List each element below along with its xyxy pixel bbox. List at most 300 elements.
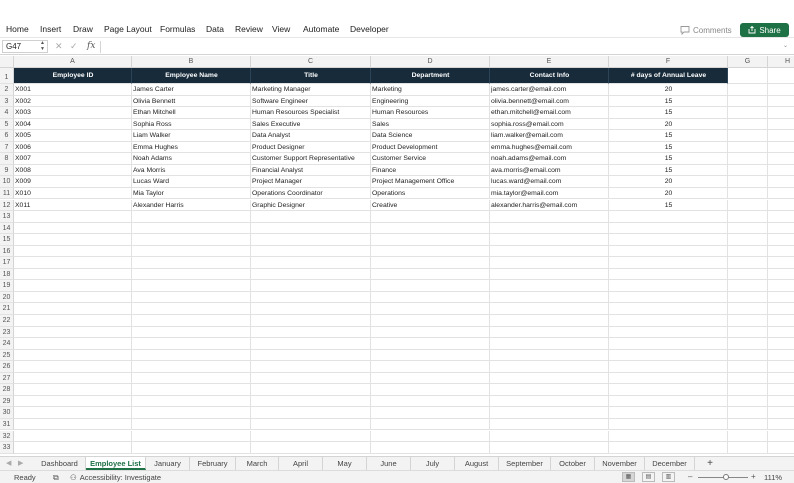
cell[interactable] — [132, 257, 251, 269]
sheet-tab-december[interactable]: December — [645, 457, 695, 470]
cell[interactable] — [251, 350, 371, 362]
cell[interactable] — [768, 107, 794, 119]
cell[interactable] — [14, 223, 132, 235]
cell[interactable] — [728, 350, 768, 362]
cell[interactable]: Lucas Ward — [132, 176, 251, 188]
cell[interactable] — [371, 338, 490, 350]
cell[interactable]: sophia.ross@email.com — [490, 119, 609, 131]
cell[interactable] — [371, 361, 490, 373]
cell[interactable] — [490, 442, 609, 454]
cell[interactable]: Software Engineer — [251, 96, 371, 108]
cell[interactable] — [768, 338, 794, 350]
cell[interactable] — [609, 419, 728, 431]
cell[interactable] — [14, 292, 132, 304]
cell[interactable] — [768, 419, 794, 431]
row-header[interactable]: 25 — [0, 350, 14, 362]
cell[interactable]: X001 — [14, 84, 132, 96]
cell[interactable] — [728, 361, 768, 373]
cell[interactable]: Ethan Mitchell — [132, 107, 251, 119]
cell[interactable] — [132, 246, 251, 258]
cell[interactable] — [768, 361, 794, 373]
cell[interactable] — [490, 211, 609, 223]
cell[interactable] — [371, 419, 490, 431]
cell[interactable] — [132, 269, 251, 281]
cancel-icon[interactable]: ✕ — [55, 41, 63, 51]
cell[interactable] — [490, 223, 609, 235]
cell[interactable] — [768, 350, 794, 362]
cell[interactable] — [609, 223, 728, 235]
row-header[interactable]: 1 — [0, 68, 14, 84]
cell[interactable] — [490, 396, 609, 408]
row-header[interactable]: 18 — [0, 269, 14, 281]
cell[interactable] — [14, 431, 132, 443]
cell[interactable] — [132, 407, 251, 419]
sheet-tab-november[interactable]: November — [595, 457, 645, 470]
row-header[interactable]: 9 — [0, 165, 14, 177]
cell[interactable] — [132, 280, 251, 292]
cell[interactable] — [728, 315, 768, 327]
cell[interactable] — [768, 431, 794, 443]
cell[interactable] — [728, 223, 768, 235]
cell[interactable] — [251, 234, 371, 246]
cell[interactable] — [768, 303, 794, 315]
row-header[interactable]: 5 — [0, 119, 14, 131]
column-title[interactable]: Title — [251, 68, 371, 84]
menu-formulas[interactable]: Formulas — [160, 24, 196, 34]
cell[interactable] — [728, 269, 768, 281]
cell[interactable] — [490, 350, 609, 362]
sheet-tab-october[interactable]: October — [551, 457, 595, 470]
cell[interactable] — [14, 350, 132, 362]
cell[interactable]: Product Designer — [251, 142, 371, 154]
cell[interactable] — [728, 431, 768, 443]
row-header[interactable]: 17 — [0, 257, 14, 269]
cell[interactable] — [728, 153, 768, 165]
cell[interactable]: Sophia Ross — [132, 119, 251, 131]
cell[interactable] — [14, 396, 132, 408]
name-box[interactable]: G47 — [2, 40, 48, 53]
cell[interactable] — [14, 361, 132, 373]
next-sheet-icon[interactable]: ▶ — [18, 460, 24, 467]
column-header-g[interactable]: G — [728, 56, 768, 68]
menu-page-layout[interactable]: Page Layout — [104, 24, 152, 34]
cell[interactable] — [609, 384, 728, 396]
cell[interactable] — [609, 338, 728, 350]
cell[interactable]: X005 — [14, 130, 132, 142]
prev-sheet-icon[interactable]: ◀ — [6, 460, 12, 467]
cell[interactable]: Graphic Designer — [251, 200, 371, 212]
cell[interactable] — [728, 68, 768, 84]
cell[interactable] — [251, 315, 371, 327]
cell[interactable] — [728, 338, 768, 350]
zoom-in-button[interactable]: + — [751, 472, 756, 481]
cell[interactable] — [132, 396, 251, 408]
cell[interactable] — [132, 384, 251, 396]
cell[interactable]: X002 — [14, 96, 132, 108]
cell[interactable] — [609, 315, 728, 327]
cell[interactable]: Data Analyst — [251, 130, 371, 142]
cell[interactable] — [490, 338, 609, 350]
zoom-out-button[interactable]: – — [688, 472, 693, 481]
cell[interactable] — [251, 384, 371, 396]
cell[interactable] — [728, 419, 768, 431]
cell[interactable] — [609, 292, 728, 304]
cell[interactable] — [490, 373, 609, 385]
cell[interactable] — [14, 257, 132, 269]
cell[interactable]: Noah Adams — [132, 153, 251, 165]
cell[interactable] — [251, 442, 371, 454]
formula-input[interactable] — [104, 40, 774, 53]
accessibility-status[interactable] — [70, 473, 161, 482]
cell[interactable]: Project Manager — [251, 176, 371, 188]
cell[interactable] — [251, 327, 371, 339]
cell[interactable] — [132, 431, 251, 443]
row-header[interactable]: 7 — [0, 142, 14, 154]
cell[interactable] — [728, 327, 768, 339]
cell[interactable] — [371, 257, 490, 269]
cell[interactable] — [490, 431, 609, 443]
cell[interactable]: Data Science — [371, 130, 490, 142]
cell[interactable]: noah.adams@email.com — [490, 153, 609, 165]
cell[interactable] — [728, 188, 768, 200]
column-header-f[interactable]: F — [609, 56, 728, 68]
cell[interactable] — [132, 419, 251, 431]
cell[interactable] — [768, 407, 794, 419]
row-header[interactable]: 11 — [0, 188, 14, 200]
row-header[interactable]: 24 — [0, 338, 14, 350]
cell[interactable]: Human Resources — [371, 107, 490, 119]
cell[interactable] — [371, 269, 490, 281]
row-header[interactable]: 2 — [0, 84, 14, 96]
sheet-tab-march[interactable]: March — [236, 457, 279, 470]
cell-area[interactable] — [14, 68, 794, 456]
row-header[interactable]: 6 — [0, 130, 14, 142]
cell[interactable] — [14, 442, 132, 454]
row-header[interactable]: 21 — [0, 303, 14, 315]
sheet-tab-april[interactable]: April — [279, 457, 323, 470]
cell[interactable] — [371, 431, 490, 443]
cell[interactable] — [768, 315, 794, 327]
cell[interactable] — [371, 384, 490, 396]
cell[interactable] — [490, 269, 609, 281]
cell[interactable]: Ava Morris — [132, 165, 251, 177]
page-break-view-button[interactable]: ▥ — [662, 472, 675, 482]
menu-developer[interactable]: Developer — [350, 24, 389, 34]
cell[interactable] — [132, 303, 251, 315]
cell[interactable] — [768, 84, 794, 96]
cell[interactable] — [14, 211, 132, 223]
cell[interactable] — [609, 234, 728, 246]
confirm-icon[interactable]: ✓ — [70, 41, 78, 51]
row-header[interactable]: 16 — [0, 246, 14, 258]
cell[interactable] — [768, 442, 794, 454]
row-header[interactable]: 15 — [0, 234, 14, 246]
cell[interactable]: X004 — [14, 119, 132, 131]
cell[interactable] — [609, 442, 728, 454]
cell[interactable]: james.carter@email.com — [490, 84, 609, 96]
cell[interactable]: Financial Analyst — [251, 165, 371, 177]
cell[interactable] — [609, 396, 728, 408]
cell[interactable] — [728, 292, 768, 304]
cell[interactable]: mia.taylor@email.com — [490, 188, 609, 200]
cell[interactable]: Creative — [371, 200, 490, 212]
cell[interactable]: 15 — [609, 200, 728, 212]
cell[interactable] — [768, 96, 794, 108]
cell[interactable]: olivia.bennett@email.com — [490, 96, 609, 108]
cell[interactable] — [490, 361, 609, 373]
cell[interactable]: Emma Hughes — [132, 142, 251, 154]
cell[interactable]: Olivia Bennett — [132, 96, 251, 108]
cell[interactable]: Operations — [371, 188, 490, 200]
cell[interactable] — [132, 234, 251, 246]
cell[interactable]: Sales Executive — [251, 119, 371, 131]
cell[interactable] — [728, 165, 768, 177]
cell[interactable] — [768, 119, 794, 131]
cell[interactable] — [728, 280, 768, 292]
cell[interactable] — [768, 130, 794, 142]
normal-view-button[interactable]: ▦ — [622, 472, 635, 482]
cell[interactable] — [728, 84, 768, 96]
expand-formula-icon[interactable]: ⌄ — [783, 43, 789, 49]
cell[interactable] — [768, 373, 794, 385]
cell[interactable] — [609, 280, 728, 292]
cell[interactable] — [609, 303, 728, 315]
cell[interactable] — [609, 431, 728, 443]
cell[interactable]: Finance — [371, 165, 490, 177]
cell[interactable] — [251, 373, 371, 385]
cell[interactable]: Product Development — [371, 142, 490, 154]
cell[interactable] — [609, 361, 728, 373]
cell[interactable]: 20 — [609, 84, 728, 96]
cell[interactable]: Liam Walker — [132, 130, 251, 142]
cell[interactable] — [132, 327, 251, 339]
cell[interactable] — [371, 327, 490, 339]
menu-automate[interactable]: Automate — [303, 24, 340, 34]
cell[interactable]: 15 — [609, 165, 728, 177]
row-header[interactable]: 31 — [0, 419, 14, 431]
cell[interactable] — [609, 407, 728, 419]
cell[interactable] — [490, 246, 609, 258]
cell[interactable] — [609, 269, 728, 281]
cell[interactable] — [14, 407, 132, 419]
cell[interactable] — [728, 442, 768, 454]
cell[interactable]: Mia Taylor — [132, 188, 251, 200]
cell[interactable] — [132, 292, 251, 304]
sheet-tab-august[interactable]: August — [455, 457, 499, 470]
row-header[interactable]: 30 — [0, 407, 14, 419]
cell[interactable] — [490, 303, 609, 315]
cell[interactable] — [490, 280, 609, 292]
cell[interactable] — [132, 223, 251, 235]
cell[interactable] — [14, 338, 132, 350]
cell[interactable] — [728, 257, 768, 269]
cell[interactable]: liam.walker@email.com — [490, 130, 609, 142]
cell[interactable] — [768, 280, 794, 292]
row-header[interactable]: 14 — [0, 223, 14, 235]
cell[interactable] — [609, 327, 728, 339]
column-title[interactable]: Employee Name — [132, 68, 251, 84]
row-header[interactable]: 4 — [0, 107, 14, 119]
cell[interactable]: James Carter — [132, 84, 251, 96]
cell[interactable] — [132, 361, 251, 373]
cell[interactable]: Engineering — [371, 96, 490, 108]
column-header-c[interactable]: C — [251, 56, 371, 68]
row-header[interactable]: 28 — [0, 384, 14, 396]
sheet-tab-september[interactable]: September — [499, 457, 551, 470]
sheet-tab-july[interactable]: July — [411, 457, 455, 470]
cell[interactable]: X003 — [14, 107, 132, 119]
cell[interactable]: 15 — [609, 130, 728, 142]
cell[interactable] — [728, 234, 768, 246]
column-title[interactable]: # days of Annual Leave — [609, 68, 728, 84]
cell[interactable] — [132, 442, 251, 454]
cell[interactable] — [728, 200, 768, 212]
column-header-e[interactable]: E — [490, 56, 609, 68]
cell[interactable] — [132, 350, 251, 362]
sheet-tab-february[interactable]: February — [190, 457, 236, 470]
cell[interactable]: 20 — [609, 188, 728, 200]
row-header[interactable]: 19 — [0, 280, 14, 292]
row-header[interactable]: 33 — [0, 442, 14, 454]
cell[interactable] — [768, 153, 794, 165]
cell[interactable] — [371, 407, 490, 419]
cell[interactable] — [728, 130, 768, 142]
cell[interactable] — [132, 211, 251, 223]
cell[interactable] — [371, 280, 490, 292]
add-sheet-button[interactable]: + — [707, 458, 713, 469]
zoom-slider[interactable] — [698, 477, 748, 478]
cell[interactable] — [14, 280, 132, 292]
cell[interactable] — [490, 234, 609, 246]
menu-view[interactable]: View — [272, 24, 291, 34]
column-title[interactable]: Contact Info — [490, 68, 609, 84]
row-header[interactable]: 32 — [0, 431, 14, 443]
cell[interactable] — [371, 396, 490, 408]
row-header[interactable]: 29 — [0, 396, 14, 408]
menu-data[interactable]: Data — [206, 24, 224, 34]
cell[interactable]: Customer Support Representative — [251, 153, 371, 165]
cell[interactable] — [371, 442, 490, 454]
cell[interactable] — [728, 107, 768, 119]
cell[interactable] — [251, 223, 371, 235]
cell[interactable]: lucas.ward@email.com — [490, 176, 609, 188]
spreadsheet-grid[interactable] — [0, 56, 794, 456]
row-header[interactable]: 12 — [0, 200, 14, 212]
row-header[interactable]: 22 — [0, 315, 14, 327]
cell[interactable] — [14, 327, 132, 339]
cell[interactable] — [371, 223, 490, 235]
sheet-tab-employee-list[interactable]: Employee List — [86, 457, 146, 470]
cell[interactable] — [251, 361, 371, 373]
cell[interactable] — [132, 338, 251, 350]
cell[interactable] — [768, 165, 794, 177]
row-header[interactable]: 20 — [0, 292, 14, 304]
cell[interactable] — [251, 211, 371, 223]
menu-draw[interactable]: Draw — [73, 24, 93, 34]
cell[interactable] — [251, 292, 371, 304]
cell[interactable]: alexander.harris@email.com — [490, 200, 609, 212]
cell[interactable]: Marketing Manager — [251, 84, 371, 96]
cell[interactable] — [728, 303, 768, 315]
cell[interactable] — [371, 350, 490, 362]
cell[interactable]: X008 — [14, 165, 132, 177]
cell[interactable] — [251, 269, 371, 281]
cell[interactable] — [14, 315, 132, 327]
cell[interactable]: 15 — [609, 153, 728, 165]
cell[interactable] — [768, 223, 794, 235]
cell[interactable]: X011 — [14, 200, 132, 212]
cell[interactable] — [768, 211, 794, 223]
row-header[interactable]: 27 — [0, 373, 14, 385]
cell[interactable] — [728, 396, 768, 408]
cell[interactable] — [768, 176, 794, 188]
cell[interactable] — [728, 119, 768, 131]
cell[interactable] — [490, 384, 609, 396]
cell[interactable] — [728, 211, 768, 223]
row-header[interactable]: 13 — [0, 211, 14, 223]
page-layout-view-button[interactable]: ▤ — [642, 472, 655, 482]
cell[interactable]: X007 — [14, 153, 132, 165]
cell[interactable]: X010 — [14, 188, 132, 200]
cell[interactable] — [490, 257, 609, 269]
cell[interactable]: ava.morris@email.com — [490, 165, 609, 177]
cell[interactable] — [609, 246, 728, 258]
cell[interactable] — [371, 211, 490, 223]
zoom-slider-thumb[interactable] — [723, 474, 729, 480]
cell[interactable] — [728, 246, 768, 258]
cell[interactable] — [768, 200, 794, 212]
cell[interactable]: Marketing — [371, 84, 490, 96]
column-header-d[interactable]: D — [371, 56, 490, 68]
row-header[interactable]: 26 — [0, 361, 14, 373]
cell[interactable] — [768, 246, 794, 258]
row-header[interactable]: 23 — [0, 327, 14, 339]
row-header[interactable]: 8 — [0, 153, 14, 165]
cell[interactable] — [371, 246, 490, 258]
cell[interactable] — [251, 338, 371, 350]
cell[interactable] — [728, 96, 768, 108]
menu-review[interactable]: Review — [235, 24, 263, 34]
macro-recording-icon[interactable]: ⧉ — [53, 473, 59, 482]
menu-home[interactable]: Home — [6, 24, 29, 34]
cell[interactable]: Alexander Harris — [132, 200, 251, 212]
cell[interactable] — [14, 419, 132, 431]
cell[interactable] — [490, 315, 609, 327]
cell[interactable] — [609, 373, 728, 385]
cell[interactable]: X009 — [14, 176, 132, 188]
cell[interactable] — [768, 396, 794, 408]
cell[interactable] — [768, 292, 794, 304]
cell[interactable] — [251, 257, 371, 269]
cell[interactable] — [251, 419, 371, 431]
sheet-tab-dashboard[interactable]: Dashboard — [34, 457, 86, 470]
cell[interactable] — [728, 407, 768, 419]
column-header-a[interactable]: A — [14, 56, 132, 68]
cell[interactable]: Project Management Office — [371, 176, 490, 188]
column-header-h[interactable]: H — [768, 56, 794, 68]
cell[interactable] — [14, 269, 132, 281]
cell[interactable] — [609, 257, 728, 269]
cell[interactable]: 20 — [609, 119, 728, 131]
cell[interactable] — [768, 68, 794, 84]
cell[interactable]: Human Resources Specialist — [251, 107, 371, 119]
cell[interactable]: Customer Service — [371, 153, 490, 165]
column-title[interactable]: Department — [371, 68, 490, 84]
comments-button[interactable] — [680, 23, 732, 37]
cell[interactable] — [768, 269, 794, 281]
sheet-tab-june[interactable]: June — [367, 457, 411, 470]
cell[interactable]: emma.hughes@email.com — [490, 142, 609, 154]
